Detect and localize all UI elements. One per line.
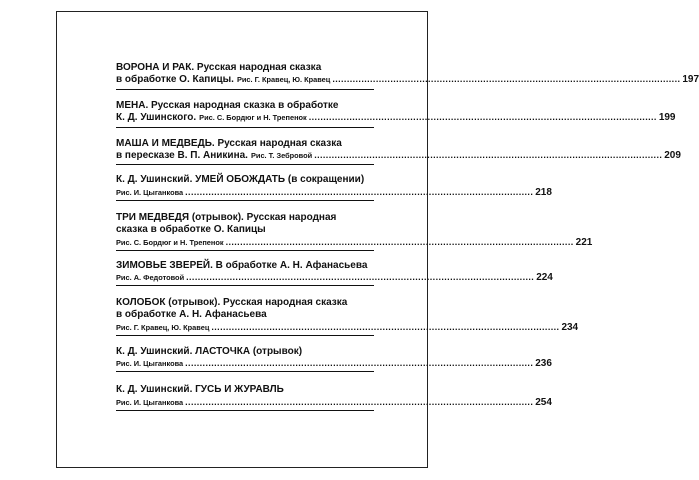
toc-entry-title-line: К. Д. Ушинский. УМЕЙ ОБОЖДАТЬ (в сокращении): [116, 174, 365, 186]
toc-entry-credit-line: [116, 150, 681, 162]
toc-entry-title-line: в обработке А. Н. Афанасьева: [116, 309, 267, 321]
toc-entry[interactable]: [116, 259, 553, 286]
leader-dots: ........................................................................................................................: [185, 396, 534, 407]
toc-entry-credit-line: [116, 236, 593, 248]
toc-entry-page-number: 254: [535, 396, 552, 408]
toc-entry-title-line: К. Д. Ушинский. ГУСЬ И ЖУРАВЛЬ: [116, 384, 284, 396]
toc-entry-title-line: ТРИ МЕДВЕДЯ (отрывок). Русская народная: [116, 211, 337, 223]
toc-entry-page-number: 224: [536, 272, 553, 284]
toc-entry-illustrators: Рис. С. Бордюг и Н. Трепенок: [116, 237, 224, 247]
toc-entry-illustrators: Рис. Г. Кравец, Ю. Кравец: [116, 322, 210, 332]
toc-entry-title-line: ВОРОНА И РАК. Русская народная сказка: [116, 62, 322, 73]
toc-entry-illustrators: Рис. А. Федотовой: [116, 273, 185, 283]
toc-entry[interactable]: [116, 99, 676, 128]
toc-entry[interactable]: [116, 174, 552, 200]
toc-entry-page-number: 218: [535, 186, 552, 198]
toc-entry[interactable]: [116, 384, 552, 410]
toc-entry-title-line: сказка в обработке О. Капицы: [116, 224, 266, 236]
leader-dots: ........................................................................................................................: [225, 236, 574, 247]
toc-entry-page-number: 199: [658, 112, 676, 124]
toc-entry-illustrators: Рис. Т. Зебровой: [250, 151, 313, 161]
toc-entry-credit-line: [116, 186, 552, 198]
toc-entry[interactable]: [116, 345, 552, 372]
toc-entry-illustrators: Рис. Г. Кравец, Ю. Кравец: [236, 75, 331, 85]
toc-entry-title-line: КОЛОБОК (отрывок). Русская народная сказка: [116, 297, 348, 309]
toc-entry-credit-line: [116, 358, 552, 370]
toc-entry[interactable]: [116, 137, 681, 166]
leader-dots: ........................................................................................................................: [308, 112, 657, 123]
toc-entry-page-number: 236: [535, 358, 552, 370]
toc-entry-illustrators: Рис. И. Цыганкова: [116, 187, 184, 197]
toc-entry-title-line: МАША И МЕДВЕДЬ. Русская народная сказка: [116, 137, 342, 149]
toc-entry-title-tail: в пересказе В. П. Аникина.: [116, 150, 248, 162]
leader-dots: ........................................................................................................................: [186, 272, 535, 283]
toc-entry-title-line: МЕНА. Русская народная сказка в обработке: [116, 99, 339, 111]
toc-entry-title-tail: в обработке О. Капицы.: [116, 74, 234, 86]
toc-entry-title-line: ЗИМОВЬЕ ЗВЕРЕЙ. В обработке А. Н. Афанасьева: [116, 259, 368, 271]
toc-entry-credit-line: [116, 112, 676, 124]
toc-entry-title-line: К. Д. Ушинский. ЛАСТОЧКА (отрывок): [116, 345, 303, 357]
book-page: [56, 11, 699, 468]
leader-dots: ........................................................................................................................: [314, 150, 663, 161]
leader-dots: ........................................................................................................................: [211, 321, 560, 332]
toc-entry-credit-line: [116, 272, 553, 284]
toc-entry-illustrators: Рис. И. Цыганкова: [116, 397, 184, 407]
toc-entry-page-number: 221: [575, 236, 593, 248]
toc-entry-illustrators: Рис. И. Цыганкова: [116, 359, 184, 369]
toc-entry-credit-line: [116, 74, 699, 86]
leader-dots: ........................................................................................................................: [332, 74, 681, 85]
toc-entry-credit-line: [116, 396, 552, 408]
toc-entry-page-number: 197: [682, 74, 699, 86]
toc-entry-illustrators: Рис. С. Бордюг и Н. Трепенок: [199, 113, 307, 123]
toc-entry[interactable]: [116, 297, 579, 336]
toc-entry[interactable]: [116, 211, 593, 251]
leader-dots: ........................................................................................................................: [185, 358, 534, 369]
toc-entry-credit-line: [116, 321, 579, 333]
toc-entry-page-number: 209: [664, 150, 681, 162]
leader-dots: ........................................................................................................................: [185, 186, 534, 197]
toc-entry-page-number: 234: [561, 321, 579, 333]
toc-entry-title-tail: К. Д. Ушинского.: [116, 112, 197, 124]
table-of-contents: [116, 62, 699, 411]
toc-entry[interactable]: [116, 62, 699, 90]
